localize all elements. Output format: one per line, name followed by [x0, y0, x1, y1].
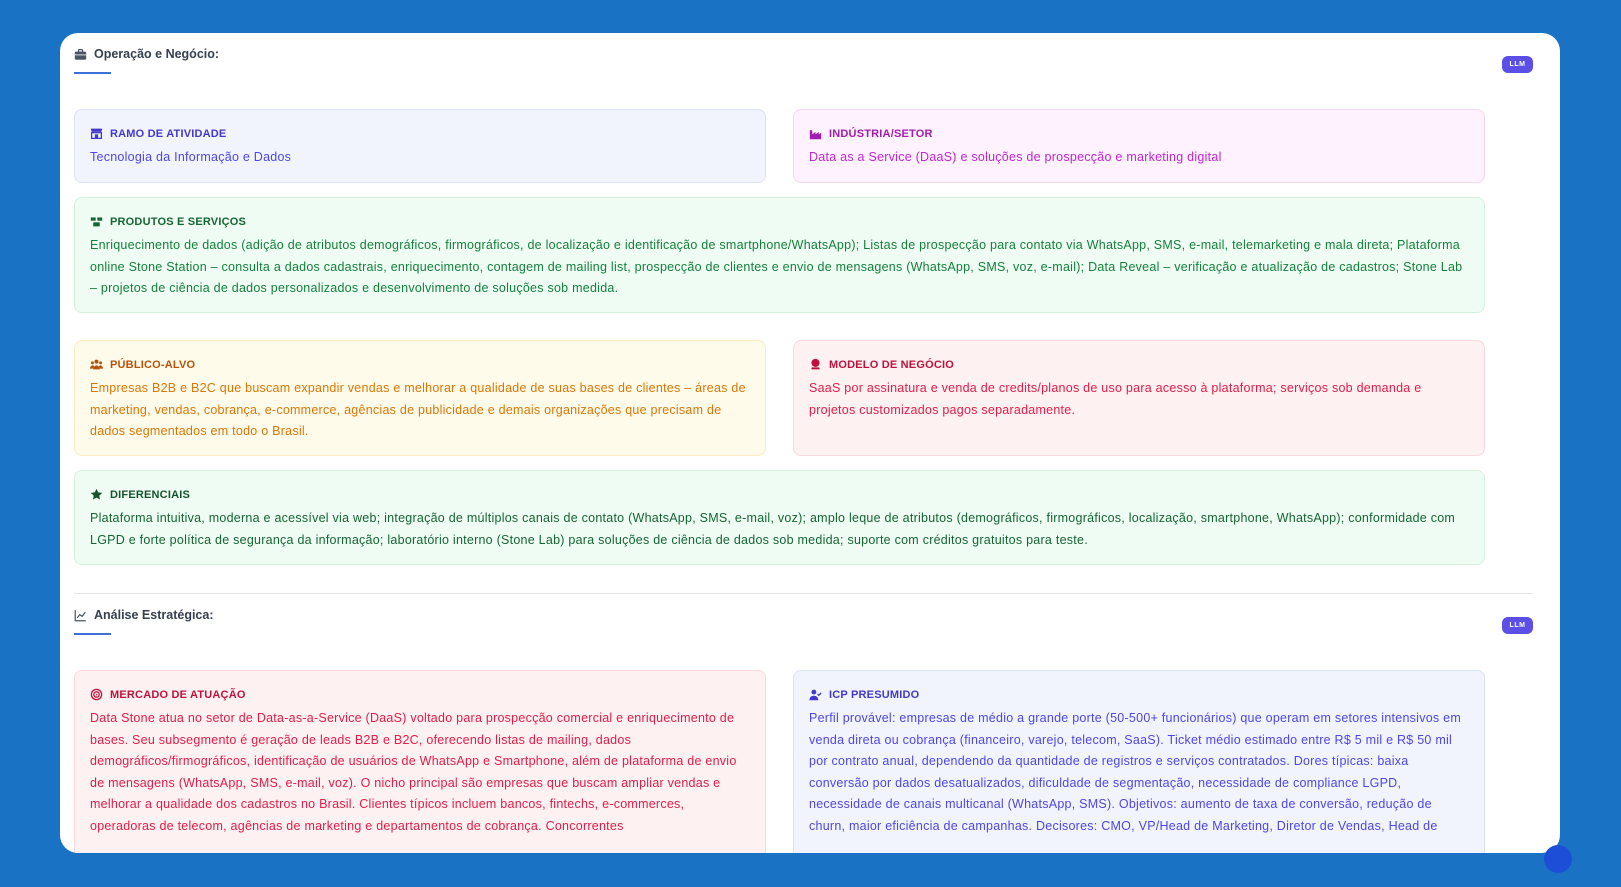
- boxes-icon: [90, 215, 103, 228]
- card-text: Enriquecimento de dados (adição de atributos demográficos, firmográficos, de localização e identificação de smartphone/WhatsApp); Listas de prospecção para contato via WhatsApp, SMS, e-mail, telemarketing e mala direta; Plataforma online Stone Station – consulta a dados cadastrais, enriquecimento, contagem de mailing list, prospecção de clientes e envio de mensagens (WhatsApp, SMS, voz, e-mail); Data Reveal – verificação e atualização de cadastros; Stone Lab – projetos de ciência de dados personalizados e desenvolvimento de soluções sob medida.: [90, 238, 1463, 295]
- money-icon: [809, 358, 822, 371]
- target-icon: [90, 688, 103, 701]
- card-label: INDÚSTRIA/SETOR: [829, 127, 933, 140]
- card-text: SaaS por assinatura e venda de credits/planos de uso para acesso à plataforma; serviços sob demanda e projetos customizados pagos separadamente.: [809, 381, 1422, 417]
- section-underline: [74, 633, 111, 635]
- card-label: PRODUTOS E SERVIÇOS: [110, 215, 247, 228]
- section-divider: [74, 593, 1533, 594]
- section-title: Operação e Negócio:: [94, 47, 220, 61]
- content-panel: [60, 33, 1560, 853]
- section-underline: [74, 72, 111, 74]
- card-label: PÚBLICO-ALVO: [110, 358, 196, 371]
- chart-line-icon: [74, 609, 87, 622]
- llm-badge: LLM: [1502, 56, 1533, 73]
- section-header-analise: [74, 608, 214, 622]
- industry-icon: [809, 127, 822, 140]
- card-mercado-de-atuacao: [74, 670, 766, 853]
- card-modelo-de-negocio: [793, 340, 1485, 456]
- card-label: MODELO DE NEGÓCIO: [829, 358, 955, 371]
- llm-badge: LLM: [1502, 617, 1533, 634]
- card-text: Plataforma intuitiva, moderna e acessível via web; integração de múltiplos canais de contato (WhatsApp, SMS, e-mail, voz); amplo leque de atributos (demográficos, firmográficos, localização, smartphone, WhatsApp); conformidade com LGPD e forte política de segurança da informação; laboratório interno (Stone Lab) para soluções de ciência de dados sob medida; suporte com créditos gratuitos para teste.: [90, 511, 1456, 547]
- section-title: Análise Estratégica:: [94, 608, 214, 622]
- chat-launcher-button[interactable]: [1544, 845, 1572, 873]
- section-header-operacao: [74, 47, 219, 61]
- card-produtos-e-servicos: [74, 197, 1485, 313]
- card-diferenciais: [74, 470, 1485, 565]
- card-text: Tecnologia da Informação e Dados: [90, 150, 292, 164]
- card-text: Perfil provável: empresas de médio a grande porte (50-500+ funcionários) que operam em setores intensivos em venda direta ou cobrança (financeiro, varejo, telecom, SaaS). Ticket médio estimado entre R$ 5 mil e R$ 50 mil por contrato anual, dependendo da quantidade de registros e serviços contratados. Dores típicas: baixa conversão por dados desatualizados, dificuldade de segmentação, necessidade de compliance LGPD, necessidade de canais multicanal (WhatsApp, SMS). Objetivos: aumento de taxa de conversão, redução de churn, maior eficiência de campanhas. Decisores: CMO, VP/Head de Marketing, Diretor de Vendas, Head de: [809, 711, 1461, 833]
- card-label: RAMO DE ATIVIDADE: [110, 127, 227, 140]
- card-text: Empresas B2B e B2C que buscam expandir vendas e melhorar a qualidade de suas bases de clientes – áreas de marketing, vendas, cobrança, e-commerce, agências de publicidade e demais organizações que precisam de dados segmentados em todo o Brasil.: [90, 381, 746, 438]
- users-icon: [90, 358, 103, 371]
- card-label: ICP PRESUMIDO: [829, 688, 920, 701]
- card-publico-alvo: [74, 340, 766, 456]
- card-ramo-de-atividade: [74, 109, 766, 183]
- briefcase-icon: [74, 48, 87, 61]
- card-label: MERCADO DE ATUAÇÃO: [110, 688, 246, 701]
- card-text: Data as a Service (DaaS) e soluções de prospecção e marketing digital: [809, 150, 1222, 164]
- store-icon: [90, 127, 103, 140]
- user-check-icon: [809, 688, 822, 701]
- card-label: DIFERENCIAIS: [110, 488, 191, 501]
- card-text: Data Stone atua no setor de Data-as-a-Service (DaaS) voltado para prospecção comercial e enriquecimento de bases. Seu subsegmento é geração de leads B2B e B2C, oferecendo listas de mailing, dados demográficos/firmográficos, identificação de usuários de WhatsApp e Smartphone, além de plataforma de envio de mensagens (WhatsApp, SMS, e-mail, voz). O nicho principal são empresas que buscam ampliar vendas e melhorar a qualidade dos cadastros no Brasil. Clientes típicos incluem bancos, fintechs, e-commerces, operadoras de telecom, agências de marketing e departamentos de cobrança. Concorrentes: [90, 711, 737, 833]
- card-icp-presumido: [793, 670, 1485, 853]
- star-icon: [90, 488, 103, 501]
- card-industria-setor: [793, 109, 1485, 183]
